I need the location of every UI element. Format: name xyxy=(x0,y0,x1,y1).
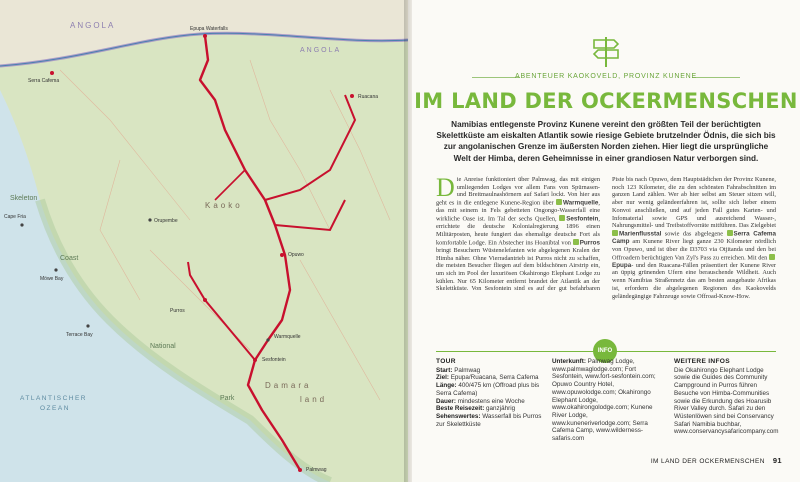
place-label: Epupa Waterfalls xyxy=(190,26,228,32)
info-more-heading: WEITERE INFOS xyxy=(674,358,730,365)
place-label: Warmquelle xyxy=(274,334,301,340)
place-label: Orupembe xyxy=(154,218,178,224)
sea-label: OZEAN xyxy=(40,405,70,412)
info-stay-label: Unterkunft: xyxy=(552,358,586,365)
info-tour-heading: TOUR xyxy=(436,358,456,365)
article-kicker: ABENTEUER KAOKOVELD, PROVINZ KUNENE xyxy=(514,73,698,80)
place-label: Terrace Bay xyxy=(66,332,93,338)
place-label: Sesfontein xyxy=(262,357,286,363)
info-line: Sehenswertes: Wasserfall bis Purros zur Skelettküste xyxy=(436,412,542,428)
map-marker-icon xyxy=(612,230,618,236)
country-label: ANGOLA xyxy=(300,47,342,54)
drop-cap: D xyxy=(436,173,455,202)
map-marker-icon xyxy=(556,199,562,205)
place-label: Purros xyxy=(170,308,185,314)
info-line: Ziel: Epupa/Ruacana, Serra Cafema xyxy=(436,374,539,382)
map-marker-icon xyxy=(573,239,579,245)
map-marker-icon xyxy=(727,230,733,236)
region-label: Skeleton xyxy=(10,195,38,202)
page-number: 91 xyxy=(772,456,782,465)
info-more xyxy=(674,358,779,436)
body-place: Warmquelle xyxy=(562,199,599,207)
region-label: land xyxy=(300,395,328,404)
body-place: Serra Cafema Camp xyxy=(612,230,777,246)
signpost-icon xyxy=(590,33,622,69)
country-label: ANGOLA xyxy=(70,21,116,30)
place-label: Opuwo xyxy=(288,252,304,258)
info-stay xyxy=(552,358,666,443)
article-page xyxy=(412,0,800,482)
body-place: Epupa xyxy=(612,261,632,269)
body-text: , das mit seinem in Fels gebetteten Ongongo-Wasserfall eine wirkliche Oase ist. Im Tal der sechs Quellen, xyxy=(436,199,600,223)
article-lead: Namibias entlegenste Provinz Kunene vereint den größten Teil der berüchtigten Skelettküste am eiskalten Atlantik sowie riesige Gebiete brutzelnder Ödnis, die sich bis zur angolanischen Grenze im äußersten Norden ziehen. Hier liegt die ursprüngliche Welt der Himba, deren Geheimnisse in einer grandiosen Natur verborgen sind. xyxy=(436,120,776,163)
map-marker-icon xyxy=(769,254,775,260)
body-place: Marienflusstal xyxy=(619,230,662,238)
body-text: sowie das abgelegene xyxy=(661,230,727,238)
region-label: Damara xyxy=(265,381,312,390)
region-label: Coast xyxy=(60,255,79,262)
place-label: Möwe Bay xyxy=(40,276,64,282)
article-body xyxy=(436,173,777,348)
info-line: Beste Reisezeit: ganzjährig xyxy=(436,405,516,413)
body-text: am Kunene River liegt ganze 230 Kilometer nördlich von Opuwo, und ist über die D3703 via Otjitanda und den bei Offroadern berüchtigten Van Zyl's Pass zu erreichen. Mit den xyxy=(612,238,776,262)
page-footer xyxy=(651,456,782,465)
body-text: ie Anreise funktioniert über Palmwag, das mit einigen umliegenden Lodges vor allem Fans von Spürnasen- und Breitmaulnashörnern auf Safari lockt. Von hier aus geht es in die entlegene Kunene-Region über xyxy=(436,176,600,207)
body-text: , errichtete die deutsche Kolonialregierung 1896 einen Militärposten, heute fungiert das ehemalige deutsche Fort als komfortable Lodge. Ein Abstecher ins Hoanibtal von xyxy=(436,215,600,247)
info-stay-text: Palmwag Lodge, www.palmwaglodge.com; Fort Sesfontein, www.fort-sesfontein.com; Opuwo Country Hotel, www.opuwolodge.com; Okahirongo Elephant Lodge, www.okahirongolodge.com; Kunene River Lodge, www.kuneneriverlodge.com; Serra Cafema Camp, www.wilderness-safaris.com xyxy=(552,358,656,443)
footer-section: IM LAND DER OCKERMENSCHEN xyxy=(650,458,765,465)
info-tour xyxy=(436,358,544,428)
place-label: Ruacana xyxy=(358,94,379,100)
info-line: Start: Palmwag xyxy=(436,366,481,374)
info-more-text: Die Okahirongo Elephant Lodge sowie die Guides des Community Campground in Purros führen Besuche von Himba-Communities sowie die Erkundung des Hoarusib River Valley durch. Safari zu den Wüstenlöwen sind bei Conservancy Safari Namibia buchbar, www.conservancysafaricompany.com xyxy=(674,366,779,436)
sea-label: ATLANTISCHER xyxy=(20,395,87,402)
body-text: - und den Ruacana-Fällen präsentiert der Kunene River an üppig grünenden Ufern eine berauschende Wildheit. Auch wenn Namibias Straßennetz das am besten ausgebaute Afrikas ist, erfordern die abgelegenen Regionen des Kaokovelds geländegängige Fahrzeuge sowie Offroad-Know-How. xyxy=(612,261,776,300)
region-label: National xyxy=(150,343,176,350)
article-title: IM LAND DER OCKERMENSCHEN xyxy=(414,89,798,113)
body-text: bringt Besuchern Wüstenelefanten wie abgelegenen Kralen der Himba näher. Ohne Vierradantrieb ist Purros nicht zu schaffen, die meisten Besucher fliegen auf dem bildschönen Airstrip ein, um sich im Pool der luxuriösen Okahirongo Elephant Lodge zu kühlen. Nur 65 Kilometer entfernt brandet der Atlantik an der Skelettküste. Von Sesfontein sind es auf der gut befahrbaren Piste bis nach Opuwo, dem Hauptstädtchen der Provinz Kunene, noch 123 Kilometer, die zu den schönsten Fahrabschnitten im ganzen Land zählen. Wer ab hier selbst am Steuer sitzen will, aber nur wenig geländeerfahren ist, sollte sich lieber einem Konvoi anschließen, und auf jeden Fall gutes Karten- und Infomaterial sowie GPS und ausreichend Wasser-, Nahrungsmittel- und Treibstoffvorräte mitführen. Das Zielgebiet xyxy=(436,176,776,293)
region-label: Park xyxy=(220,395,235,402)
place-label: Cape Fria xyxy=(4,214,26,220)
info-line: Dauer: mindestens eine Woche xyxy=(436,397,525,405)
body-place: Purros xyxy=(579,239,600,247)
place-label: Palmwag xyxy=(306,467,327,473)
body-place: Sesfontein xyxy=(566,215,599,223)
place-label: Serra Cafema xyxy=(28,78,60,84)
region-label: Kaoko xyxy=(205,201,243,210)
info-line: Länge: 400/475 km (Offroad plus bis Serra Cafema) xyxy=(436,382,540,397)
info-badge: INFO xyxy=(593,339,617,363)
map-marker-icon xyxy=(559,215,565,221)
